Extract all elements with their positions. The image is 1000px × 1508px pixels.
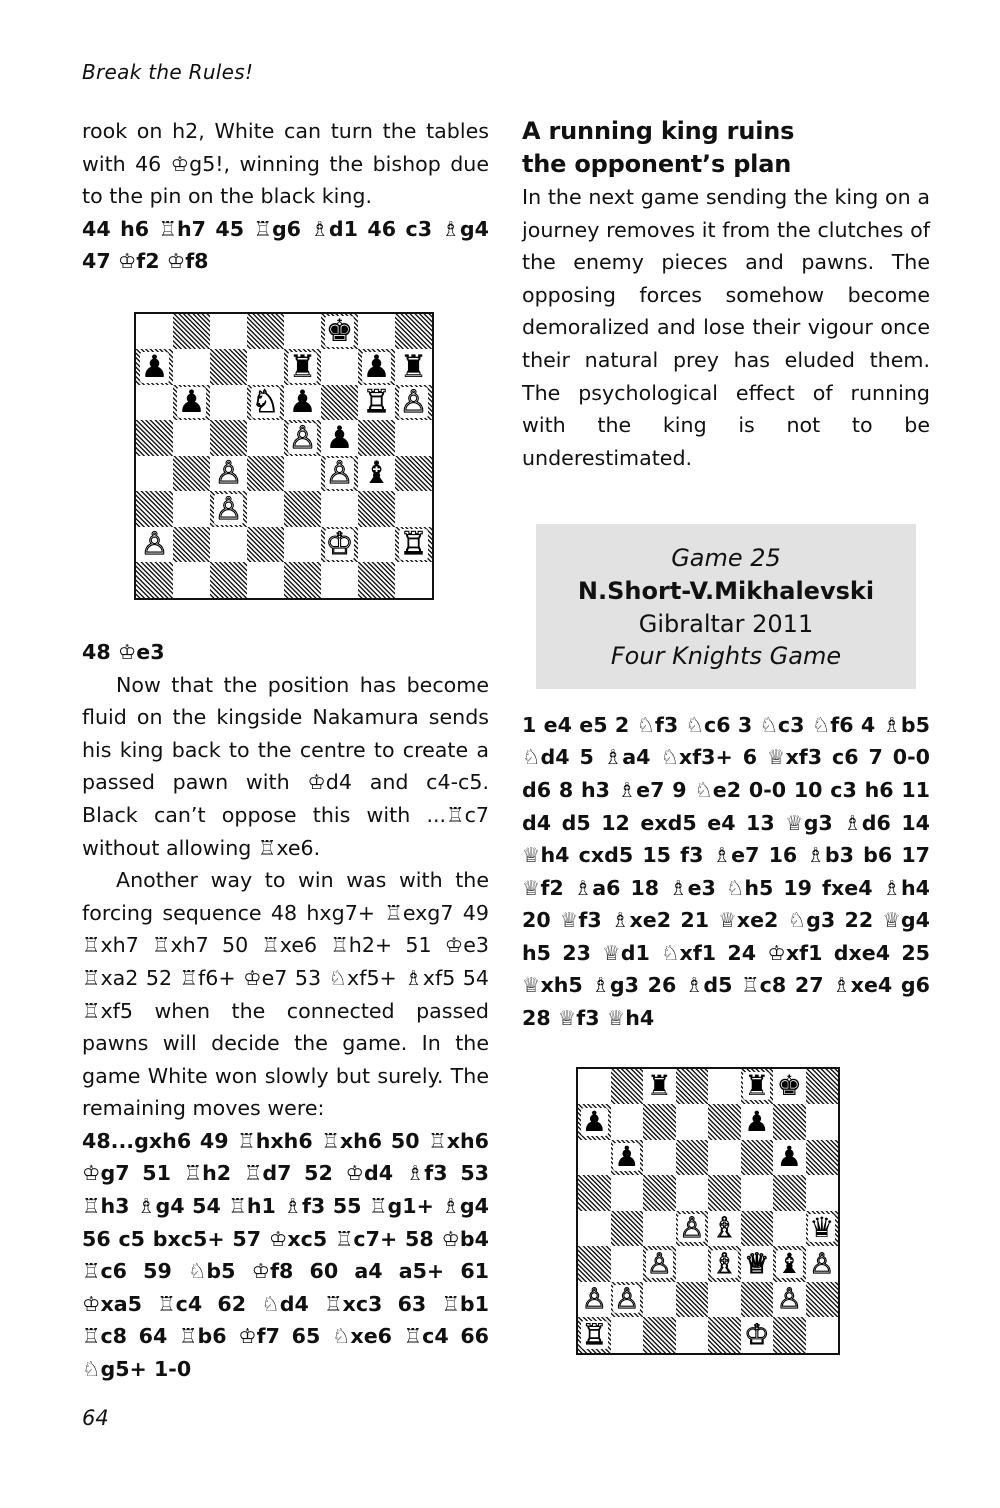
white-rook-icon: ♖ [399, 526, 428, 563]
board-square [806, 1246, 839, 1282]
board-square [247, 420, 284, 456]
game-number: Game 25 [671, 544, 781, 573]
white-queen-icon: ♕ [744, 1246, 770, 1280]
board-square [611, 1246, 644, 1282]
board-square [321, 349, 358, 385]
white-pawn-icon: ♙ [325, 455, 354, 492]
white-knight-icon: ♘ [251, 384, 280, 421]
board-square [358, 420, 395, 456]
white-king-icon: ♔ [325, 526, 354, 563]
board-square [210, 385, 247, 421]
board-square [741, 1175, 774, 1211]
board-square [321, 314, 358, 350]
board-square [643, 1317, 676, 1353]
black-king-icon: ♚ [776, 1069, 802, 1103]
board-square [806, 1317, 839, 1353]
white-pawn-icon: ♙ [646, 1246, 672, 1280]
board-square [358, 491, 395, 527]
board-square [773, 1140, 806, 1176]
moves-block-2: 48...gxh6 49 ♖hxh6 ♖xh6 50 ♖xh6 ♔g7 51 ♖h2 ♖d7 52 ♔d4 ♗f3 53 ♖h3 ♗g4 54 ♖h1 ♗f3 55 ♖g1+ ♗g4 56 c5 bxc5+ 57 ♔xc5 ♖c7+ 58 ♔b4 ♖c6 59 ♘b5 ♔f8 60 a4 a5+ 61 ♔xa5 ♖c4 62 ♘d4 ♖xc3 63 ♖b1 ♖c8 64 ♖b6 ♔f7 65 ♘xe6 ♖c4 66 ♘g5+ 1-0 [82, 1128, 489, 1382]
board-square [395, 420, 432, 456]
board-square [136, 491, 173, 527]
board-square [611, 1175, 644, 1211]
white-pawn-icon: ♙ [288, 420, 317, 456]
board-square [578, 1282, 611, 1318]
board-square [708, 1104, 741, 1140]
board-square [578, 1317, 611, 1353]
left-paragraph-3: Another way to win was with the forcing sequence 48 hxg7+ ♖exg7 49 ♖xh7 ♖xh7 50 ♖xe6 ♖h2+ 51 ♔e3 ♖xa2 52 ♖f6+ ♔e7 53 ♘xf5+ ♗xf5 54 ♖xf5 when the connected passed pawns will decide the game. In the game White won slowly but surely. The remaining moves were: [82, 868, 489, 1121]
chess-diagram-1 [134, 312, 434, 600]
board-square [708, 1069, 741, 1105]
white-pawn-icon: ♙ [809, 1246, 835, 1280]
moves-block-1: 44 h6 ♖h7 45 ♖g6 ♗d1 46 c3 ♗g4 47 ♔f2 ♔f8 [82, 216, 489, 274]
board-square [578, 1104, 611, 1140]
black-rook-icon: ♜ [646, 1069, 672, 1103]
board-square [358, 385, 395, 421]
board-square [676, 1317, 709, 1353]
board-square [136, 420, 173, 456]
black-pawn-icon: ♟ [581, 1104, 607, 1138]
board-square [676, 1282, 709, 1318]
black-rook-icon: ♜ [744, 1069, 770, 1103]
white-pawn-icon: ♙ [679, 1211, 705, 1245]
board-square [806, 1140, 839, 1176]
board-square [358, 314, 395, 350]
move-48: 48 ♔e3 [82, 639, 165, 664]
board-square [395, 527, 432, 563]
board-square [173, 314, 210, 350]
board-square [708, 1175, 741, 1211]
black-pawn-icon: ♟ [614, 1140, 640, 1174]
black-pawn-icon: ♟ [776, 1140, 802, 1174]
game-players: N.Short-V.Mikhalevski [577, 576, 875, 605]
white-rook-icon: ♖ [362, 384, 391, 421]
board-square [284, 491, 321, 527]
board-square [136, 527, 173, 563]
board-square [806, 1211, 839, 1247]
board-square [708, 1317, 741, 1353]
board-square [136, 349, 173, 385]
board-square [708, 1282, 741, 1318]
chess-diagram-2 [576, 1067, 840, 1355]
board-square [321, 562, 358, 598]
board-square [284, 314, 321, 350]
board-square [173, 420, 210, 456]
board-square [611, 1140, 644, 1176]
black-king-icon: ♚ [325, 313, 354, 350]
board-square [773, 1175, 806, 1211]
board-square [321, 527, 358, 563]
board-square [210, 562, 247, 598]
board-square [395, 349, 432, 385]
board-square [136, 562, 173, 598]
board-square [741, 1317, 774, 1353]
white-pawn-icon: ♙ [399, 384, 428, 421]
board-square [643, 1282, 676, 1318]
board-square [741, 1069, 774, 1105]
board-square [773, 1282, 806, 1318]
board-square [806, 1069, 839, 1105]
white-king-icon: ♔ [744, 1317, 770, 1351]
board-square [173, 491, 210, 527]
board-square [643, 1104, 676, 1140]
board-square [284, 385, 321, 421]
game-opening: Four Knights Game [610, 642, 842, 671]
board-square [284, 527, 321, 563]
left-paragraph-top: rook on h2, White can turn the tables with 46 ♔g5!, winning the bishop due to the pin on the black king. [82, 119, 489, 209]
board-square [578, 1246, 611, 1282]
board-square [806, 1282, 839, 1318]
board-square [578, 1175, 611, 1211]
board-square [247, 456, 284, 492]
board-square [284, 562, 321, 598]
board-square [395, 491, 432, 527]
section-title-line-1: A running king ruins [522, 117, 795, 145]
black-bishop-icon: ♝ [776, 1246, 802, 1280]
board-square [173, 349, 210, 385]
board-square [321, 491, 358, 527]
board-square [741, 1140, 774, 1176]
white-pawn-icon: ♙ [776, 1282, 802, 1316]
board-square [210, 491, 247, 527]
board-square [136, 385, 173, 421]
board-square [284, 420, 321, 456]
board-square [676, 1211, 709, 1247]
black-pawn-icon: ♟ [744, 1104, 770, 1138]
board-square [741, 1246, 774, 1282]
white-pawn-icon: ♙ [214, 455, 243, 492]
black-queen-icon: ♛ [809, 1211, 835, 1245]
board-square [321, 385, 358, 421]
board-square [247, 527, 284, 563]
board-square [173, 527, 210, 563]
board-square [676, 1246, 709, 1282]
board-square [643, 1246, 676, 1282]
board-square [773, 1246, 806, 1282]
board-square [676, 1069, 709, 1105]
board-square [773, 1069, 806, 1105]
white-pawn-icon: ♙ [140, 526, 169, 563]
board-square [611, 1104, 644, 1140]
board-square [210, 314, 247, 350]
board-square [210, 420, 247, 456]
black-pawn-icon: ♟ [140, 349, 169, 385]
board-square [773, 1211, 806, 1247]
left-column [82, 115, 489, 1386]
board-square [247, 385, 284, 421]
board-square [321, 456, 358, 492]
board-square [247, 491, 284, 527]
board-square [708, 1246, 741, 1282]
board-square [395, 562, 432, 598]
black-pawn-icon: ♟ [288, 384, 317, 421]
board-square [643, 1140, 676, 1176]
page-number: 64 [82, 1406, 109, 1430]
section-title-line-2: the opponent’s plan [522, 150, 792, 178]
black-rook-icon: ♜ [399, 349, 428, 385]
right-paragraph-1: In the next game sending the king on a journey removes it from the clutches of the enemy pieces and pawns. The opposing forces somehow become demoralized and lose their vigour once their natural prey has eluded them. The psychological effect of running with the king is not to be underestimated. [522, 185, 930, 470]
board-square [643, 1211, 676, 1247]
board-square [611, 1069, 644, 1105]
board-square [136, 314, 173, 350]
board-square [708, 1211, 741, 1247]
board-square [136, 456, 173, 492]
board-square [395, 314, 432, 350]
board-square [578, 1140, 611, 1176]
board-square [247, 349, 284, 385]
board-square [284, 456, 321, 492]
board-square [173, 562, 210, 598]
board-square [173, 385, 210, 421]
board-square [395, 456, 432, 492]
board-square [676, 1175, 709, 1211]
game-header-box [536, 524, 916, 688]
board-square [247, 562, 284, 598]
board-square [676, 1104, 709, 1140]
black-pawn-icon: ♟ [177, 384, 206, 421]
black-pawn-icon: ♟ [362, 349, 391, 385]
white-bishop-icon: ♗ [711, 1246, 737, 1280]
white-pawn-icon: ♙ [214, 491, 243, 527]
board-square [643, 1175, 676, 1211]
white-pawn-icon: ♙ [614, 1282, 640, 1316]
board-square [741, 1282, 774, 1318]
board-square [358, 527, 395, 563]
running-head: Break the Rules! [82, 60, 254, 84]
board-square [358, 456, 395, 492]
board-square [643, 1069, 676, 1105]
black-rook-icon: ♜ [288, 349, 317, 385]
white-bishop-icon: ♗ [711, 1211, 737, 1245]
board-square [173, 456, 210, 492]
board-square [611, 1211, 644, 1247]
board-square [806, 1175, 839, 1211]
white-rook-icon: ♖ [581, 1317, 607, 1351]
board-square [358, 349, 395, 385]
board-square [806, 1104, 839, 1140]
board-square [578, 1211, 611, 1247]
board-square [773, 1104, 806, 1140]
black-bishop-icon: ♝ [362, 455, 391, 492]
game-event: Gibraltar 2011 [638, 609, 814, 638]
black-pawn-icon: ♟ [325, 420, 354, 456]
board-square [284, 349, 321, 385]
board-square [708, 1140, 741, 1176]
board-square [395, 385, 432, 421]
board-square [773, 1317, 806, 1353]
right-column [522, 115, 930, 1355]
board-square [210, 456, 247, 492]
board-square [741, 1104, 774, 1140]
board-square [210, 527, 247, 563]
board-square [741, 1211, 774, 1247]
board-square [247, 314, 284, 350]
board-square [321, 420, 358, 456]
board-square [578, 1069, 611, 1105]
board-square [358, 562, 395, 598]
game-moves: 1 e4 e5 2 ♘f3 ♘c6 3 ♘c3 ♘f6 4 ♗b5 ♘d4 5 ♗a4 ♘xf3+ 6 ♕xf3 c6 7 0-0 d6 8 h3 ♗e7 9 ♘e2 0-0 10 c3 h6 11 d4 d5 12 exd5 e4 13 ♕g3 ♗d6 14 ♕h4 cxd5 15 f3 ♗e7 16 ♗b3 b6 17 ♕f2 ♗a6 18 ♗e3 ♘h5 19 fxe4 ♗h4 20 ♕f3 ♗xe2 21 ♕xe2 ♘g3 22 ♕g4 h5 23 ♕d1 ♘xf1 24 ♔xf1 dxe4 25 ♕xh5 ♗g3 26 ♗d5 ♖c8 27 ♗xe4 g6 28 ♕f3 ♕h4 [522, 712, 930, 1031]
board-square [210, 349, 247, 385]
board-square [676, 1140, 709, 1176]
left-paragraph-2: Now that the position has become fluid on the kingside Nakamura sends his king back to the centre to create a passed pawn with ♔d4 and c4-c5. Black can’t oppose this with ...♖c7 without allowing ♖xe6. [82, 672, 489, 860]
board-square [611, 1317, 644, 1353]
white-pawn-icon: ♙ [581, 1282, 607, 1316]
board-square [611, 1282, 644, 1318]
